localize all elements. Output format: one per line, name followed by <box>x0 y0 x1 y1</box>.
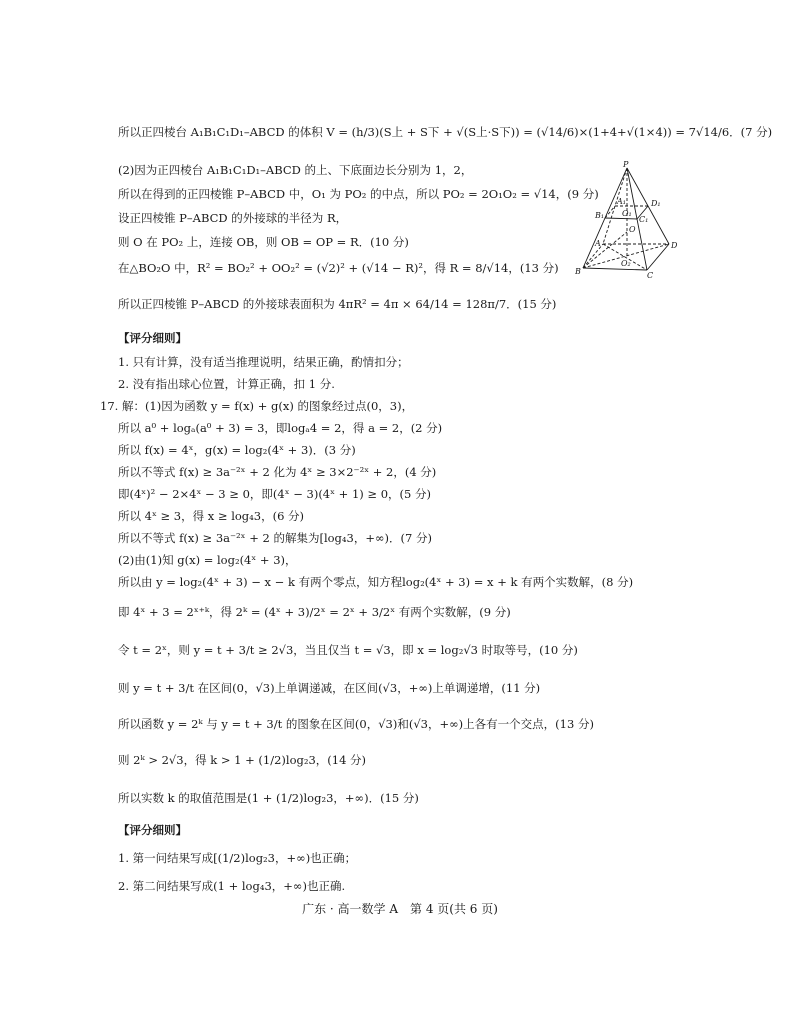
label-o: O <box>629 225 636 234</box>
text-line: 1. 只有计算，没有适当推理说明，结果正确，酌情扣分； <box>118 355 409 369</box>
text-line: 所以函数 y = 2ᵏ 与 y = t + 3/t 的图象在区间(0，√3)和(√3，+∞)上各有一个交点，(13 分) <box>118 717 594 731</box>
text-line: 所以正四棱锥 P–ABCD 的外接球表面积为 4πR² = 4π × 64/14 = 128π/7．(15 分) <box>118 297 557 311</box>
label-p: P <box>623 160 629 169</box>
text-line: 1. 第一问结果写成[(1/2)log₂3，+∞)也正确； <box>118 851 357 865</box>
text-line: 所以不等式 f(x) ≥ 3a⁻²ˣ + 2 的解集为[log₄3，+∞)．(7 分) <box>118 531 432 545</box>
text-line: 17. 解：(1)因为函数 y = f(x) + g(x) 的图象经过点(0，3)， <box>100 399 414 413</box>
text-line: 2. 没有指出球心位置，计算正确，扣 1 分. <box>118 377 335 391</box>
text-line: 在△BO₂O 中，R² = BO₂² + OO₂² = (√2)² + (√14 − R)²，得 R = 8/√14，(13 分) <box>118 261 559 275</box>
label-d: D <box>671 241 678 250</box>
text-line: 令 t = 2ˣ，则 y = t + 3/t ≥ 2√3，当且仅当 t = √3，即 x = log₂√3 时取等号，(10 分) <box>118 643 578 657</box>
text-line: 所以在得到的正四棱锥 P–ABCD 中，O₁ 为 PO₂ 的中点，所以 PO₂ = 2O₁O₂ = √14，(9 分) <box>118 187 599 201</box>
text-line: 所以由 y = log₂(4ˣ + 3) − x − k 有两个零点，知方程log₂(4ˣ + 3) = x + k 有两个实数解，(8 分) <box>118 575 634 589</box>
label-b: B <box>575 267 581 276</box>
text-line: 所以不等式 f(x) ≥ 3a⁻²ˣ + 2 化为 4ˣ ≥ 3×2⁻²ˣ + 2，(4 分) <box>118 465 437 479</box>
text-line: 即 4ˣ + 3 = 2ˣ⁺ᵏ，得 2ᵏ = (4ˣ + 3)/2ˣ = 2ˣ + 3/2ˣ 有两个实数解，(9 分) <box>118 605 511 619</box>
text-line: 2. 第二问结果写成(1 + log₄3，+∞)也正确. <box>118 879 346 893</box>
text-line: 所以 4ˣ ≥ 3，得 x ≥ log₄3，(6 分) <box>118 509 305 523</box>
text-line: 所以正四棱台 A₁B₁C₁D₁–ABCD 的体积 V = (h/3)(S上 + S下 + √(S上·S下)) = (√14/6)×(1+4+√(1×4)) = 7√14/6．(7 分) <box>118 125 773 139</box>
text-line: 即(4ˣ)² − 2×4ˣ − 3 ≥ 0，即(4ˣ − 3)(4ˣ + 1) ≥ 0，(5 分) <box>118 487 431 501</box>
label-d1: D₁ <box>651 199 661 208</box>
section-heading: 【评分细则】 <box>118 331 187 345</box>
text-line: (2)因为正四棱台 A₁B₁C₁D₁–ABCD 的上、下底面边长分别为 1，2， <box>118 163 473 177</box>
text-line: 所以 f(x) = 4ˣ，g(x) = log₂(4ˣ + 3)．(3 分) <box>118 443 356 457</box>
label-a1: A₁ <box>617 197 626 206</box>
label-o2: O₂ <box>621 259 631 268</box>
label-a: A <box>595 239 601 248</box>
label-o1: O₁ <box>622 209 632 218</box>
text-line: 则 2ᵏ > 2√3，得 k > 1 + (1/2)log₂3，(14 分) <box>118 753 367 767</box>
text-line: 所以 a⁰ + logₐ(a⁰ + 3) = 3，即logₐ4 = 2，得 a = 2，(2 分) <box>118 421 443 435</box>
label-c: C <box>647 271 654 280</box>
edge-cd <box>647 244 669 270</box>
edge-b1c1 <box>605 218 637 219</box>
text-line: 所以实数 k 的取值范围是(1 + (1/2)log₂3，+∞)．(15 分) <box>118 791 419 805</box>
text-line: 则 O 在 PO₂ 上，连接 OB，则 OB = OP = R．(10 分) <box>118 235 409 249</box>
pyramid-figure <box>575 160 685 280</box>
text-line: 则 y = t + 3/t 在区间(0，√3)上单调递减，在区间(√3，+∞)上单调递增，(11 分) <box>118 681 541 695</box>
label-c1: C₁ <box>639 215 649 224</box>
text-line: (2)由(1)知 g(x) = log₂(4ˣ + 3)， <box>118 553 297 567</box>
edge-bc <box>583 268 647 270</box>
section-heading: 【评分细则】 <box>118 823 187 837</box>
text-line: 设正四棱锥 P–ABCD 的外接球的半径为 R， <box>118 211 348 225</box>
page-footer: 广东 · 高一数学 A 第 4 页(共 6 页) <box>302 902 498 916</box>
label-b1: B₁ <box>595 211 605 220</box>
